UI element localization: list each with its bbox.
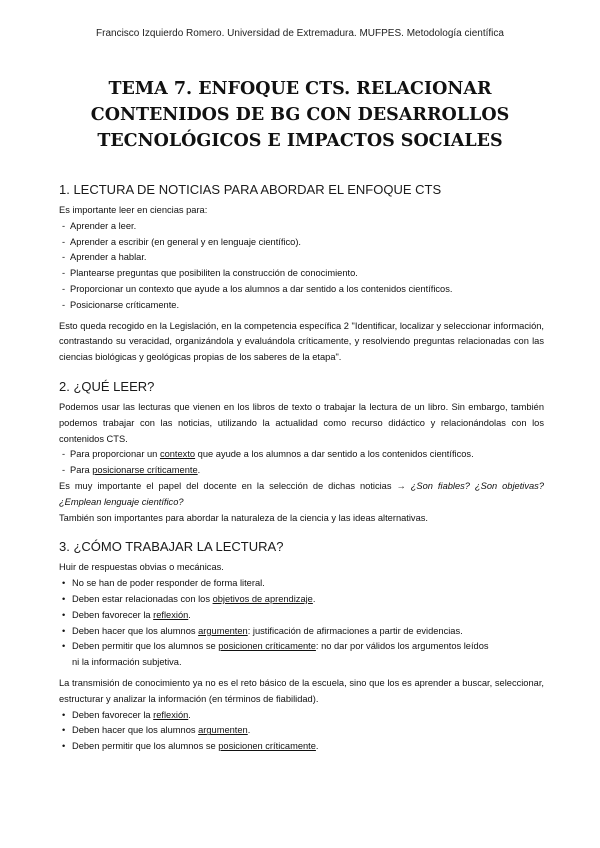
list-item: - Posicionarse críticamente. — [59, 298, 544, 314]
section-3-paragraph: La transmisión de conocimiento ya no es el reto básico de la escuela, sino que los es aprender a buscar, seleccionar, estructurar y analizar la información (en términos de fiabilidad). — [59, 677, 544, 704]
list-item: - Aprender a hablar. — [59, 250, 544, 266]
title-line: CONTENIDOS DE BG CON DESARROLLOS — [90, 105, 510, 125]
section-heading-2: 2. ¿QUÉ LEER? — [59, 378, 155, 394]
section-1-list — [59, 219, 544, 314]
list-item: • Deben estar relacionadas con los objetivos de aprendizaje. — [59, 592, 544, 608]
title-line: TECNOLÓGICOS E IMPACTOS SOCIALES — [97, 131, 503, 151]
list-item: • Deben favorecer la reflexión. — [59, 608, 544, 624]
section-1-paragraph: Esto queda recogido en la Legislación, en la competencia específica 2 "Identificar, localizar y seleccionar información, contrastando su veracidad, organizándola y evaluándola críticamente, y resolviendo preguntas relacionadas con las ciencias biológicas y geológicas propias de los saberes de la etapa". — [59, 320, 544, 363]
document-body — [59, 181, 544, 755]
section-3-list-2 — [59, 708, 544, 755]
list-item: • Deben hacer que los alumnos argumenten: justificación de afirmaciones a partir de evidencias. — [59, 624, 544, 640]
section-2-paragraph: Podemos usar las lecturas que vienen en los libros de texto o trabajar la lectura de un libro. Sin embargo, también podemos trabajar con las noticias, utilizando la actualidad como recurso didáctico y relacionándolas con los contenidos CTS. — [59, 401, 544, 444]
list-item: - Para posicionarse críticamente. — [59, 463, 544, 479]
list-item: - Plantearse preguntas que posibiliten la construcción de conocimiento. — [59, 266, 544, 282]
page-header: Francisco Izquierdo Romero. Universidad de Extremadura. MUFPES. Metodología científica — [96, 28, 504, 39]
section-heading-3: 3. ¿CÓMO TRABAJAR LA LECTURA? — [59, 539, 284, 555]
section-heading-1: 1. LECTURA DE NOTICIAS PARA ABORDAR EL ENFOQUE CTS — [59, 182, 442, 197]
list-item: • Deben permitir que los alumnos se posicionen críticamente: no dar por válidos los argumentos leídos ni la información subjetiva. — [59, 639, 544, 671]
title-line: TEMA 7. ENFOQUE CTS. RELACIONAR — [108, 79, 492, 99]
list-item: • Deben hacer que los alumnos argumenten. — [59, 723, 544, 739]
section-2-list — [59, 447, 544, 479]
section-3-intro: Huir de respuestas obvias o mecánicas. — [59, 562, 224, 573]
section-3-list — [59, 576, 544, 671]
document-title — [40, 76, 560, 154]
section-2-teacher-role: Es muy importante el papel del docente en la selección de dichas noticias → ¿Son fiables? ¿Son objetivas? ¿Emplean lenguaje científico? — [59, 480, 544, 507]
section-1-intro: Es importante leer en ciencias para: — [59, 205, 208, 215]
section-2-closing: También son importantes para abordar la naturaleza de la ciencia y las ideas alternativas. — [59, 512, 428, 523]
list-item: - Para proporcionar un contexto que ayude a los alumnos a dar sentido a los contenidos científicos. — [59, 447, 544, 463]
list-item: • Deben favorecer la reflexión. — [59, 708, 544, 724]
list-item: - Proporcionar un contexto que ayude a los alumnos a dar sentido a los contenidos científicos. — [59, 282, 544, 298]
list-item: - Aprender a leer. — [59, 219, 544, 235]
list-item: • Deben permitir que los alumnos se posicionen críticamente. — [59, 739, 544, 755]
list-item: • No se han de poder responder de forma literal. — [59, 576, 544, 592]
list-item: - Aprender a escribir (en general y en lenguaje científico). — [59, 235, 544, 251]
